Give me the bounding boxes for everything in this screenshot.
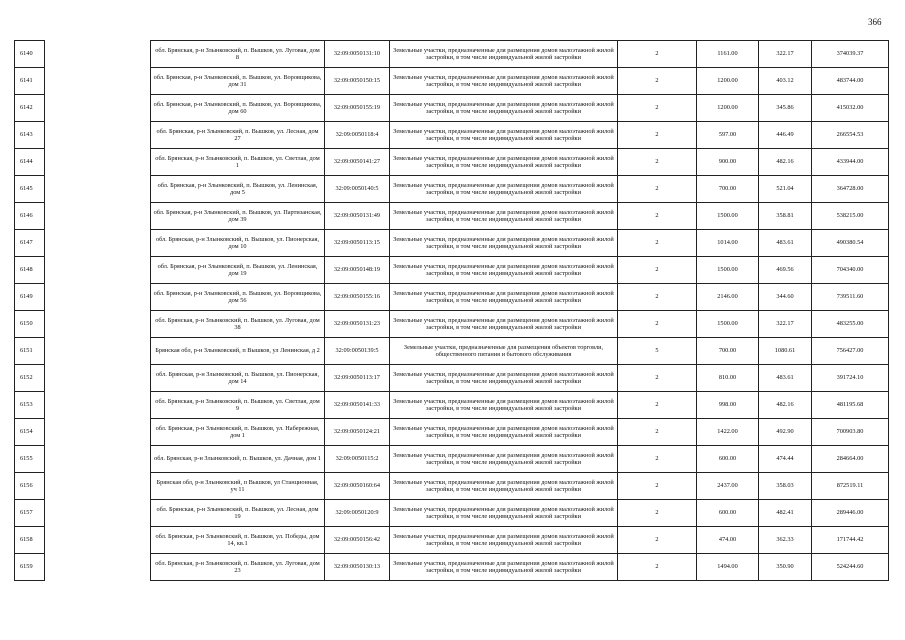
group-cell: 2 bbox=[618, 41, 697, 68]
address-cell: обл. Брянская, р-н Злынковский, п. Вышков, ул. Партизанская, дом 39 bbox=[151, 203, 325, 230]
address-cell: обл. Брянская, р-н Злынковский, п. Вышков, ул. Дачная, дом 1 bbox=[151, 446, 325, 473]
cadastral-value-cell: 481195.68 bbox=[812, 392, 889, 419]
row-number: 6159 bbox=[15, 554, 45, 581]
table-row bbox=[15, 149, 889, 176]
page-number: 366 bbox=[868, 17, 882, 27]
cadastral-number-cell: 32:09:0050131:10 bbox=[325, 41, 390, 68]
land-use-cell: Земельные участки, предназначенные для размещения домов малоэтажной жилой застройки, в том числе индивидуальной жилой застройки bbox=[390, 392, 618, 419]
area-cell: 700.00 bbox=[697, 176, 759, 203]
specific-value-cell: 446.49 bbox=[759, 122, 812, 149]
table-row bbox=[15, 122, 889, 149]
cadastral-value-cell: 266554.53 bbox=[812, 122, 889, 149]
cadastral-number-cell: 32:09:0050139:5 bbox=[325, 338, 390, 365]
cadastral-value-cell: 171744.42 bbox=[812, 527, 889, 554]
address-cell: обл. Брянская, р-н Злынковский, п. Вышков, ул. Луговая, дом 23 bbox=[151, 554, 325, 581]
address-cell: Брянская обл, р-н Злынковский, п Вышков, ул Станционная, уч 11 bbox=[151, 473, 325, 500]
group-cell: 2 bbox=[618, 311, 697, 338]
area-cell: 1200.00 bbox=[697, 95, 759, 122]
land-use-cell: Земельные участки, предназначенные для размещения объектов торговли, общественного питания и бытового обслуживания bbox=[390, 338, 618, 365]
table-row bbox=[15, 392, 889, 419]
cadastral-value-cell: 483255.00 bbox=[812, 311, 889, 338]
specific-value-cell: 469.56 bbox=[759, 257, 812, 284]
group-cell: 2 bbox=[618, 554, 697, 581]
cadastral-value-cell: 433944.00 bbox=[812, 149, 889, 176]
area-cell: 1200.00 bbox=[697, 68, 759, 95]
unlabeled-cell bbox=[45, 230, 151, 257]
table-row bbox=[15, 230, 889, 257]
group-cell: 2 bbox=[618, 365, 697, 392]
row-number: 6152 bbox=[15, 365, 45, 392]
unlabeled-cell bbox=[45, 95, 151, 122]
land-use-cell: Земельные участки, предназначенные для размещения домов малоэтажной жилой застройки, в том числе индивидуальной жилой застройки bbox=[390, 176, 618, 203]
row-number: 6153 bbox=[15, 392, 45, 419]
address-cell: обл. Брянская, р-н Злынковский, п. Вышков, ул. Пионерская, дом 10 bbox=[151, 230, 325, 257]
group-cell: 5 bbox=[618, 338, 697, 365]
cadastral-value-cell: 704340.00 bbox=[812, 257, 889, 284]
cadastral-value-cell: 538215.00 bbox=[812, 203, 889, 230]
area-cell: 600.00 bbox=[697, 500, 759, 527]
group-cell: 2 bbox=[618, 230, 697, 257]
specific-value-cell: 482.16 bbox=[759, 392, 812, 419]
address-cell: обл. Брянская, р-н Злынковский, п. Вышков, ул. Ленинская, дом 19 bbox=[151, 257, 325, 284]
cadastral-number-cell: 32:09:0050115:2 bbox=[325, 446, 390, 473]
row-number: 6151 bbox=[15, 338, 45, 365]
table-row bbox=[15, 338, 889, 365]
table-row bbox=[15, 419, 889, 446]
group-cell: 2 bbox=[618, 95, 697, 122]
land-use-cell: Земельные участки, предназначенные для размещения домов малоэтажной жилой застройки, в том числе индивидуальной жилой застройки bbox=[390, 527, 618, 554]
land-use-cell: Земельные участки, предназначенные для размещения домов малоэтажной жилой застройки, в том числе индивидуальной жилой застройки bbox=[390, 95, 618, 122]
cadastral-value-table bbox=[14, 40, 889, 581]
table-row bbox=[15, 527, 889, 554]
row-number: 6146 bbox=[15, 203, 45, 230]
address-cell: обл. Брянская, р-н Злынковский, п. Вышков, ул. Ленинская, дом 5 bbox=[151, 176, 325, 203]
area-cell: 600.00 bbox=[697, 446, 759, 473]
group-cell: 2 bbox=[618, 176, 697, 203]
cadastral-value-cell: 756427.00 bbox=[812, 338, 889, 365]
cadastral-number-cell: 32:09:0050141:33 bbox=[325, 392, 390, 419]
area-cell: 810.00 bbox=[697, 365, 759, 392]
row-number: 6143 bbox=[15, 122, 45, 149]
cadastral-value-cell: 289446.00 bbox=[812, 500, 889, 527]
row-number: 6155 bbox=[15, 446, 45, 473]
unlabeled-cell bbox=[45, 68, 151, 95]
land-use-cell: Земельные участки, предназначенные для размещения домов малоэтажной жилой застройки, в том числе индивидуальной жилой застройки bbox=[390, 122, 618, 149]
specific-value-cell: 358.03 bbox=[759, 473, 812, 500]
group-cell: 2 bbox=[618, 500, 697, 527]
cadastral-number-cell: 32:09:0050113:15 bbox=[325, 230, 390, 257]
area-cell: 1500.00 bbox=[697, 257, 759, 284]
specific-value-cell: 322.17 bbox=[759, 41, 812, 68]
area-cell: 900.00 bbox=[697, 149, 759, 176]
cadastral-number-cell: 32:09:0050140:5 bbox=[325, 176, 390, 203]
group-cell: 2 bbox=[618, 419, 697, 446]
group-cell: 2 bbox=[618, 149, 697, 176]
area-cell: 1161.00 bbox=[697, 41, 759, 68]
specific-value-cell: 358.81 bbox=[759, 203, 812, 230]
unlabeled-cell bbox=[45, 41, 151, 68]
unlabeled-cell bbox=[45, 122, 151, 149]
address-cell: обл. Брянская, р-н Злынковский, п. Вышков, ул. Победы, дом 14, кв.1 bbox=[151, 527, 325, 554]
cadastral-number-cell: 32:09:0050131:23 bbox=[325, 311, 390, 338]
cadastral-number-cell: 32:09:0050120:9 bbox=[325, 500, 390, 527]
group-cell: 2 bbox=[618, 68, 697, 95]
address-cell: обл. Брянская, р-н Злынковский, п. Вышков, ул. Воровщикова, дом 56 bbox=[151, 284, 325, 311]
cadastral-value-cell: 391724.10 bbox=[812, 365, 889, 392]
land-use-cell: Земельные участки, предназначенные для размещения домов малоэтажной жилой застройки, в том числе индивидуальной жилой застройки bbox=[390, 473, 618, 500]
land-use-cell: Земельные участки, предназначенные для размещения домов малоэтажной жилой застройки, в том числе индивидуальной жилой застройки bbox=[390, 311, 618, 338]
cadastral-value-cell: 872519.11 bbox=[812, 473, 889, 500]
area-cell: 597.00 bbox=[697, 122, 759, 149]
unlabeled-cell bbox=[45, 500, 151, 527]
row-number: 6147 bbox=[15, 230, 45, 257]
specific-value-cell: 345.86 bbox=[759, 95, 812, 122]
cadastral-number-cell: 32:09:0050155:19 bbox=[325, 95, 390, 122]
table-row bbox=[15, 203, 889, 230]
row-number: 6142 bbox=[15, 95, 45, 122]
cadastral-number-cell: 32:09:0050131:49 bbox=[325, 203, 390, 230]
specific-value-cell: 483.61 bbox=[759, 365, 812, 392]
cadastral-value-cell: 374039.37 bbox=[812, 41, 889, 68]
unlabeled-cell bbox=[45, 527, 151, 554]
row-number: 6149 bbox=[15, 284, 45, 311]
group-cell: 2 bbox=[618, 284, 697, 311]
area-cell: 1422.00 bbox=[697, 419, 759, 446]
row-number: 6157 bbox=[15, 500, 45, 527]
cadastral-number-cell: 32:09:0050155:16 bbox=[325, 284, 390, 311]
table-row bbox=[15, 176, 889, 203]
address-cell: обл. Брянская, р-н Злынковский, п. Вышков, ул. Светлая, дом 1 bbox=[151, 149, 325, 176]
unlabeled-cell bbox=[45, 203, 151, 230]
row-number: 6154 bbox=[15, 419, 45, 446]
cadastral-value-cell: 524244.60 bbox=[812, 554, 889, 581]
address-cell: Брянская обл, р-н Злынковский, п Вышков, ул Ленинская, д 2 bbox=[151, 338, 325, 365]
group-cell: 2 bbox=[618, 257, 697, 284]
table-row bbox=[15, 500, 889, 527]
row-number: 6145 bbox=[15, 176, 45, 203]
area-cell: 1014.00 bbox=[697, 230, 759, 257]
group-cell: 2 bbox=[618, 527, 697, 554]
group-cell: 2 bbox=[618, 203, 697, 230]
cadastral-number-cell: 32:09:0050124:21 bbox=[325, 419, 390, 446]
cadastral-value-cell: 364728.00 bbox=[812, 176, 889, 203]
address-cell: обл. Брянская, р-н Злынковский, п. Вышков, ул. Светлая, дом 9 bbox=[151, 392, 325, 419]
land-use-cell: Земельные участки, предназначенные для размещения домов малоэтажной жилой застройки, в том числе индивидуальной жилой застройки bbox=[390, 230, 618, 257]
group-cell: 2 bbox=[618, 473, 697, 500]
group-cell: 2 bbox=[618, 446, 697, 473]
row-number: 6150 bbox=[15, 311, 45, 338]
unlabeled-cell bbox=[45, 257, 151, 284]
address-cell: обл. Брянская, р-н Злынковский, п. Вышков, ул. Лесная, дом 19 bbox=[151, 500, 325, 527]
land-use-cell: Земельные участки, предназначенные для размещения домов малоэтажной жилой застройки, в том числе индивидуальной жилой застройки bbox=[390, 149, 618, 176]
row-number: 6140 bbox=[15, 41, 45, 68]
address-cell: обл. Брянская, р-н Злынковский, п. Вышков, ул. Лесная, дом 27 bbox=[151, 122, 325, 149]
cadastral-number-cell: 32:09:0050148:19 bbox=[325, 257, 390, 284]
row-number: 6144 bbox=[15, 149, 45, 176]
cadastral-number-cell: 32:09:0050113:17 bbox=[325, 365, 390, 392]
address-cell: обл. Брянская, р-н Злынковский, п. Вышков, ул. Воровщикова, дом 60 bbox=[151, 95, 325, 122]
cadastral-number-cell: 32:09:0050118:4 bbox=[325, 122, 390, 149]
unlabeled-cell bbox=[45, 284, 151, 311]
table-row bbox=[15, 365, 889, 392]
unlabeled-cell bbox=[45, 338, 151, 365]
specific-value-cell: 492.90 bbox=[759, 419, 812, 446]
cadastral-number-cell: 32:09:0050141:27 bbox=[325, 149, 390, 176]
land-use-cell: Земельные участки, предназначенные для размещения домов малоэтажной жилой застройки, в том числе индивидуальной жилой застройки bbox=[390, 41, 618, 68]
land-use-cell: Земельные участки, предназначенные для размещения домов малоэтажной жилой застройки, в том числе индивидуальной жилой застройки bbox=[390, 419, 618, 446]
cadastral-number-cell: 32:09:0050156:42 bbox=[325, 527, 390, 554]
address-cell: обл. Брянская, р-н Злынковский, п. Вышков, ул. Луговая, дом 38 bbox=[151, 311, 325, 338]
table-row bbox=[15, 311, 889, 338]
unlabeled-cell bbox=[45, 149, 151, 176]
cadastral-value-cell: 284664.00 bbox=[812, 446, 889, 473]
table-row bbox=[15, 473, 889, 500]
cadastral-number-cell: 32:09:0050150:15 bbox=[325, 68, 390, 95]
row-number: 6156 bbox=[15, 473, 45, 500]
cadastral-value-cell: 739511.60 bbox=[812, 284, 889, 311]
row-number: 6158 bbox=[15, 527, 45, 554]
table-row bbox=[15, 68, 889, 95]
specific-value-cell: 322.17 bbox=[759, 311, 812, 338]
unlabeled-cell bbox=[45, 176, 151, 203]
unlabeled-cell bbox=[45, 446, 151, 473]
row-number: 6148 bbox=[15, 257, 45, 284]
land-use-cell: Земельные участки, предназначенные для размещения домов малоэтажной жилой застройки, в том числе индивидуальной жилой застройки bbox=[390, 446, 618, 473]
area-cell: 1500.00 bbox=[697, 203, 759, 230]
specific-value-cell: 483.61 bbox=[759, 230, 812, 257]
specific-value-cell: 474.44 bbox=[759, 446, 812, 473]
area-cell: 998.00 bbox=[697, 392, 759, 419]
cadastral-value-cell: 415032.00 bbox=[812, 95, 889, 122]
table-row bbox=[15, 41, 889, 68]
land-use-cell: Земельные участки, предназначенные для размещения домов малоэтажной жилой застройки, в том числе индивидуальной жилой застройки bbox=[390, 68, 618, 95]
specific-value-cell: 482.41 bbox=[759, 500, 812, 527]
cadastral-value-cell: 483744.00 bbox=[812, 68, 889, 95]
land-use-cell: Земельные участки, предназначенные для размещения домов малоэтажной жилой застройки, в том числе индивидуальной жилой застройки bbox=[390, 203, 618, 230]
cadastral-value-cell: 700903.80 bbox=[812, 419, 889, 446]
address-cell: обл. Брянская, р-н Злынковский, п. Вышков, ул. Пионерская, дом 14 bbox=[151, 365, 325, 392]
specific-value-cell: 350.90 bbox=[759, 554, 812, 581]
table-row bbox=[15, 554, 889, 581]
unlabeled-cell bbox=[45, 473, 151, 500]
unlabeled-cell bbox=[45, 311, 151, 338]
unlabeled-cell bbox=[45, 365, 151, 392]
cadastral-number-cell: 32:09:0050160:64 bbox=[325, 473, 390, 500]
area-cell: 1494.00 bbox=[697, 554, 759, 581]
area-cell: 700.00 bbox=[697, 338, 759, 365]
land-use-cell: Земельные участки, предназначенные для размещения домов малоэтажной жилой застройки, в том числе индивидуальной жилой застройки bbox=[390, 500, 618, 527]
specific-value-cell: 482.16 bbox=[759, 149, 812, 176]
table-row bbox=[15, 446, 889, 473]
area-cell: 2146.00 bbox=[697, 284, 759, 311]
address-cell: обл. Брянская, р-н Злынковский, п. Вышков, ул. Воровщикова, дом 31 bbox=[151, 68, 325, 95]
group-cell: 2 bbox=[618, 392, 697, 419]
land-use-cell: Земельные участки, предназначенные для размещения домов малоэтажной жилой застройки, в том числе индивидуальной жилой застройки bbox=[390, 554, 618, 581]
land-use-cell: Земельные участки, предназначенные для размещения домов малоэтажной жилой застройки, в том числе индивидуальной жилой застройки bbox=[390, 365, 618, 392]
area-cell: 2437.00 bbox=[697, 473, 759, 500]
cadastral-number-cell: 32:09:0050130:13 bbox=[325, 554, 390, 581]
area-cell: 1500.00 bbox=[697, 311, 759, 338]
specific-value-cell: 362.33 bbox=[759, 527, 812, 554]
specific-value-cell: 344.60 bbox=[759, 284, 812, 311]
area-cell: 474.00 bbox=[697, 527, 759, 554]
unlabeled-cell bbox=[45, 554, 151, 581]
specific-value-cell: 521.04 bbox=[759, 176, 812, 203]
specific-value-cell: 403.12 bbox=[759, 68, 812, 95]
table-row bbox=[15, 95, 889, 122]
unlabeled-cell bbox=[45, 419, 151, 446]
unlabeled-cell bbox=[45, 392, 151, 419]
land-use-cell: Земельные участки, предназначенные для размещения домов малоэтажной жилой застройки, в том числе индивидуальной жилой застройки bbox=[390, 257, 618, 284]
address-cell: обл. Брянская, р-н Злынковский, п. Вышков, ул. Луговая, дом 8 bbox=[151, 41, 325, 68]
address-cell: обл. Брянская, р-н Злынковский, п. Вышков, ул. Набережная, дом 1 bbox=[151, 419, 325, 446]
land-use-cell: Земельные участки, предназначенные для размещения домов малоэтажной жилой застройки, в том числе индивидуальной жилой застройки bbox=[390, 284, 618, 311]
row-number: 6141 bbox=[15, 68, 45, 95]
cadastral-value-cell: 490380.54 bbox=[812, 230, 889, 257]
table-row bbox=[15, 257, 889, 284]
table-row bbox=[15, 284, 889, 311]
specific-value-cell: 1080.61 bbox=[759, 338, 812, 365]
group-cell: 2 bbox=[618, 122, 697, 149]
